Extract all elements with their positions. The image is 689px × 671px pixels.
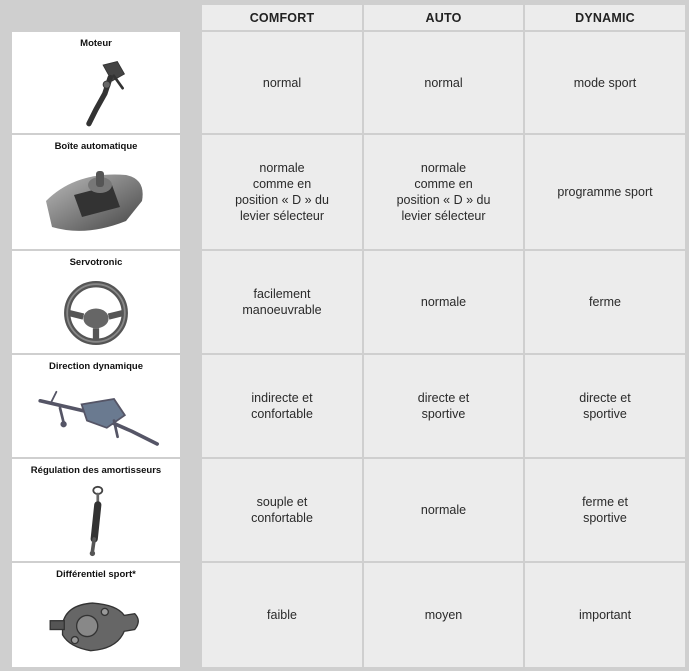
accelerator-pedal-icon <box>12 58 180 129</box>
row-gutter <box>180 32 202 133</box>
cell-regulation-des-amortisseurs-comfort: souple et confortable <box>202 459 362 561</box>
cell-regulation-des-amortisseurs-auto: normale <box>364 459 523 561</box>
cell-regulation-des-amortisseurs-dynamic: ferme et sportive <box>525 459 685 561</box>
steering-wheel-icon <box>12 277 180 349</box>
cell-direction-dynamique-comfort: indirecte et confortable <box>202 355 362 457</box>
cell-servotronic-comfort: facilement manoeuvrable <box>202 251 362 353</box>
row-label-moteur: Moteur <box>80 38 112 49</box>
column-header-auto: AUTO <box>364 5 523 30</box>
row-gutter <box>180 355 202 457</box>
row-label-differentiel-sport: Différentiel sport* <box>56 569 136 580</box>
row-gutter <box>180 459 202 561</box>
cell-boite-automatique-auto: normale comme en position « D » du levier sélecteur <box>364 135 523 249</box>
row-gutter <box>180 251 202 353</box>
steering-column-icon <box>12 381 180 453</box>
table-corner <box>0 0 202 30</box>
cell-boite-automatique-comfort: normale comme en position « D » du levier sélecteur <box>202 135 362 249</box>
row-label-cell <box>12 563 180 667</box>
row-label-cell <box>12 32 180 133</box>
cell-servotronic-auto: normale <box>364 251 523 353</box>
row-label-cell <box>12 251 180 353</box>
cell-differentiel-sport-comfort: faible <box>202 563 362 667</box>
row-gutter <box>180 563 202 667</box>
cell-moteur-auto: normal <box>364 32 523 133</box>
row-label-cell <box>12 459 180 561</box>
cell-moteur-comfort: normal <box>202 32 362 133</box>
row-label-direction-dynamique: Direction dynamique <box>49 361 143 372</box>
row-gutter <box>180 135 202 249</box>
cell-servotronic-dynamic: ferme <box>525 251 685 353</box>
row-label-cell <box>12 135 180 249</box>
cell-direction-dynamique-dynamic: directe et sportive <box>525 355 685 457</box>
differential-icon <box>12 589 180 663</box>
shock-absorber-icon <box>12 485 180 557</box>
column-header-comfort: COMFORT <box>202 5 362 30</box>
row-label-boite-automatique: Boîte automatique <box>54 141 138 152</box>
gear-selector-icon <box>12 161 180 245</box>
column-header-dynamic: DYNAMIC <box>525 5 685 30</box>
cell-direction-dynamique-auto: directe et sportive <box>364 355 523 457</box>
row-label-regulation-des-amortisseurs: Régulation des amortisseurs <box>30 465 162 476</box>
cell-boite-automatique-dynamic: programme sport <box>525 135 685 249</box>
cell-differentiel-sport-dynamic: important <box>525 563 685 667</box>
cell-moteur-dynamic: mode sport <box>525 32 685 133</box>
row-label-cell <box>12 355 180 457</box>
row-label-servotronic: Servotronic <box>69 257 123 268</box>
cell-differentiel-sport-auto: moyen <box>364 563 523 667</box>
